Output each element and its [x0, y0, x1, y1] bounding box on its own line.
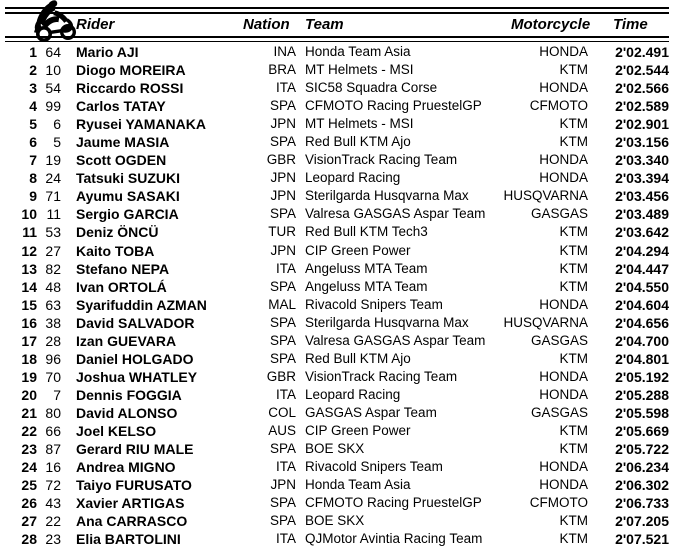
row-rider-number: 53 — [45, 224, 61, 241]
row-nation: ITA — [276, 386, 296, 402]
row-nation: SPA — [269, 495, 296, 511]
row-rider-number: 64 — [45, 44, 61, 60]
row-rider-number: 7 — [53, 386, 61, 403]
table-row[interactable] — [0, 205, 673, 223]
row-motorcycle: KTM — [559, 224, 588, 240]
row-time: 2'04.801 — [615, 350, 669, 367]
row-position: 16 — [21, 314, 37, 331]
results-rows — [0, 43, 673, 548]
row-time: 2'05.722 — [615, 441, 669, 458]
column-header-rider: Rider — [76, 16, 115, 33]
row-nation: COL — [268, 404, 296, 420]
row-time: 2'04.656 — [615, 314, 669, 331]
table-row[interactable] — [0, 404, 673, 422]
row-nation: ITA — [276, 459, 296, 475]
row-time: 2'03.156 — [615, 134, 669, 151]
row-rider-name: Ayumu SASAKI — [76, 188, 180, 205]
row-position: 4 — [29, 98, 37, 115]
row-team: Leopard Racing — [305, 170, 401, 186]
table-row[interactable] — [0, 530, 673, 548]
row-time: 2'06.302 — [615, 477, 669, 494]
row-position: 11 — [22, 224, 37, 241]
row-rider-name: Carlos TATAY — [76, 98, 166, 115]
row-rider-name: Ana CARRASCO — [76, 513, 188, 530]
row-team: QJMotor Avintia Racing Team — [305, 531, 483, 547]
row-rider-name: Jaume MASIA — [76, 134, 170, 151]
table-row[interactable] — [0, 61, 673, 79]
row-rider-number: 87 — [45, 441, 61, 458]
row-motorcycle: CFMOTO — [529, 98, 588, 114]
row-time: 2'02.491 — [615, 44, 669, 60]
row-rider-name: David SALVADOR — [76, 314, 195, 331]
row-rider-name: Elia BARTOLINI — [76, 531, 181, 548]
table-row[interactable] — [0, 458, 673, 476]
row-nation: JPN — [270, 477, 296, 493]
row-rider-name: Daniel HOLGADO — [76, 350, 194, 367]
row-rider-number: 48 — [45, 278, 61, 295]
row-nation: ITA — [276, 531, 296, 547]
row-position: 25 — [21, 477, 37, 494]
row-time: 2'03.394 — [615, 170, 669, 187]
row-rider-name: Riccardo ROSSI — [76, 80, 184, 97]
row-team: BOE SKX — [305, 513, 365, 529]
row-rider-number: 23 — [45, 531, 61, 548]
row-team: Sterilgarda Husqvarna Max — [305, 188, 469, 204]
row-time: 2'02.589 — [615, 98, 669, 115]
row-position: 18 — [21, 350, 37, 367]
row-position: 5 — [29, 116, 37, 133]
table-row[interactable] — [0, 79, 673, 97]
row-position: 26 — [21, 495, 37, 512]
row-time: 2'04.447 — [615, 260, 669, 277]
table-row[interactable] — [0, 332, 673, 350]
table-row[interactable] — [0, 476, 673, 494]
table-row[interactable] — [0, 278, 673, 296]
table-row[interactable] — [0, 97, 673, 115]
row-position: 14 — [21, 278, 37, 295]
row-motorcycle: HONDA — [539, 368, 588, 384]
row-position: 20 — [21, 386, 37, 403]
row-position: 3 — [29, 80, 37, 97]
column-header-motorcycle: Motorcycle — [511, 16, 591, 33]
row-rider-number: 43 — [45, 495, 61, 512]
row-rider-number: 82 — [45, 260, 61, 277]
row-team: Red Bull KTM Tech3 — [305, 224, 428, 240]
table-header — [0, 0, 673, 42]
row-time: 2'03.340 — [615, 152, 669, 169]
row-rider-number: 66 — [45, 422, 61, 439]
row-rider-name: Gerard RIU MALE — [76, 441, 194, 458]
row-team: Angeluss MTA Team — [305, 278, 428, 294]
row-rider-name: Joel KELSO — [76, 422, 157, 439]
row-motorcycle: HUSQVARNA — [503, 314, 588, 330]
row-time: 2'06.733 — [615, 495, 669, 512]
row-rider-number: 10 — [45, 62, 61, 79]
table-row[interactable] — [0, 43, 673, 61]
row-nation: SPA — [269, 441, 296, 457]
row-team: Honda Team Asia — [305, 44, 411, 59]
row-motorcycle: KTM — [559, 350, 588, 366]
row-motorcycle: HONDA — [539, 386, 588, 402]
row-motorcycle: KTM — [559, 278, 588, 294]
row-nation: INA — [273, 44, 296, 59]
row-motorcycle: KTM — [559, 441, 588, 457]
row-nation: TUR — [268, 224, 296, 240]
row-rider-name: Syarifuddin AZMAN — [76, 296, 207, 313]
row-nation: GBR — [266, 368, 296, 384]
row-rider-name: David ALONSO — [76, 404, 178, 421]
row-nation: SPA — [269, 513, 296, 529]
row-time: 2'04.294 — [615, 242, 669, 259]
row-team: MT Helmets - MSI — [305, 116, 414, 132]
row-nation: JPN — [270, 242, 296, 258]
table-row[interactable] — [0, 260, 673, 278]
table-row[interactable] — [0, 368, 673, 386]
row-position: 28 — [21, 531, 37, 548]
table-row[interactable] — [0, 169, 673, 187]
row-team: CIP Green Power — [305, 242, 411, 258]
table-row[interactable] — [0, 350, 673, 368]
row-time: 2'04.550 — [615, 278, 669, 295]
row-time: 2'02.901 — [615, 116, 669, 133]
row-nation: SPA — [269, 350, 296, 366]
row-position: 19 — [21, 368, 37, 385]
row-motorcycle: KTM — [559, 242, 588, 258]
row-position: 17 — [21, 332, 37, 349]
row-rider-name: Deniz ÖNCÜ — [76, 224, 159, 241]
row-nation: JPN — [270, 188, 296, 204]
row-time: 2'06.234 — [615, 459, 669, 476]
row-motorcycle: GASGAS — [530, 206, 588, 222]
row-position: 15 — [21, 296, 37, 313]
table-row[interactable] — [0, 296, 673, 314]
row-position: 7 — [29, 152, 37, 169]
row-rider-number: 16 — [45, 459, 61, 476]
row-position: 22 — [21, 422, 37, 439]
table-row[interactable] — [0, 386, 673, 404]
row-motorcycle: HONDA — [539, 80, 588, 96]
row-rider-name: Stefano NEPA — [76, 260, 170, 277]
row-position: 21 — [21, 404, 37, 421]
row-motorcycle: KTM — [559, 513, 588, 529]
row-team: Rivacold Snipers Team — [305, 296, 443, 312]
row-rider-name: Ivan ORTOLÁ — [76, 278, 167, 295]
row-motorcycle: CFMOTO — [529, 495, 588, 511]
row-motorcycle: HONDA — [539, 170, 588, 186]
row-time: 2'05.598 — [615, 404, 669, 421]
row-team: CIP Green Power — [305, 422, 411, 438]
row-nation: ITA — [276, 80, 296, 96]
row-rider-number: 28 — [45, 332, 61, 349]
row-rider-name: Kaito TOBA — [76, 242, 155, 259]
row-team: Valresa GASGAS Aspar Team — [305, 332, 486, 348]
row-motorcycle: GASGAS — [530, 404, 588, 420]
row-rider-number: 5 — [53, 134, 61, 151]
row-rider-number: 38 — [45, 314, 61, 331]
row-time: 2'07.521 — [615, 531, 669, 548]
row-nation: SPA — [269, 278, 296, 294]
row-nation: BRA — [268, 62, 296, 78]
row-motorcycle: KTM — [559, 260, 588, 276]
row-rider-number: 24 — [45, 170, 61, 187]
row-team: VisionTrack Racing Team — [305, 368, 458, 384]
row-motorcycle: KTM — [559, 62, 588, 78]
row-position: 2 — [29, 62, 37, 79]
row-motorcycle: HONDA — [539, 44, 588, 59]
row-rider-number: 6 — [53, 116, 61, 133]
row-team: MT Helmets - MSI — [305, 62, 414, 78]
row-time: 2'05.192 — [615, 368, 669, 385]
row-rider-number: 72 — [45, 477, 61, 494]
row-team: Sterilgarda Husqvarna Max — [305, 314, 469, 330]
row-time: 2'04.604 — [615, 296, 669, 313]
header-column-labels — [0, 14, 673, 36]
table-row[interactable] — [0, 440, 673, 458]
row-rider-name: Mario AJI — [76, 44, 139, 60]
row-position: 1 — [29, 44, 37, 60]
row-motorcycle: HONDA — [539, 152, 588, 168]
row-time: 2'05.288 — [615, 386, 669, 403]
row-nation: GBR — [266, 152, 296, 168]
row-motorcycle: HUSQVARNA — [503, 188, 588, 204]
table-row[interactable] — [0, 115, 673, 133]
table-row[interactable] — [0, 512, 673, 530]
row-team: Valresa GASGAS Aspar Team — [305, 206, 486, 222]
row-rider-number: 99 — [45, 98, 61, 115]
row-rider-number: 70 — [45, 368, 61, 385]
table-row[interactable] — [0, 223, 673, 241]
row-rider-number: 22 — [45, 513, 61, 530]
row-time: 2'07.205 — [615, 513, 669, 530]
row-time: 2'03.456 — [615, 188, 669, 205]
row-motorcycle: KTM — [559, 422, 588, 438]
row-team: Rivacold Snipers Team — [305, 459, 443, 475]
row-team: GASGAS Aspar Team — [305, 404, 437, 420]
table-row[interactable] — [0, 242, 673, 260]
row-rider-number: 80 — [45, 404, 61, 421]
row-position: 24 — [21, 459, 37, 476]
column-header-time: Time — [613, 16, 648, 33]
column-header-nation: Nation — [243, 16, 290, 33]
row-rider-number: 11 — [46, 206, 61, 223]
row-nation: SPA — [269, 134, 296, 150]
row-time: 2'03.489 — [615, 206, 669, 223]
row-motorcycle: HONDA — [539, 477, 588, 493]
row-nation: SPA — [269, 332, 296, 348]
row-nation: JPN — [270, 116, 296, 132]
row-rider-name: Tatsuki SUZUKI — [76, 170, 180, 187]
row-rider-name: Andrea MIGNO — [76, 459, 176, 476]
row-motorcycle: HONDA — [539, 296, 588, 312]
row-motorcycle: KTM — [559, 116, 588, 132]
row-position: 13 — [21, 260, 37, 277]
row-rider-number: 71 — [45, 188, 61, 205]
row-rider-name: Scott OGDEN — [76, 152, 167, 169]
row-team: CFMOTO Racing PruestelGP — [305, 495, 482, 511]
row-rider-name: Xavier ARTIGAS — [76, 495, 185, 512]
row-time: 2'04.700 — [615, 332, 669, 349]
row-team: Red Bull KTM Ajo — [305, 134, 411, 150]
row-team: Red Bull KTM Ajo — [305, 350, 411, 366]
row-position: 6 — [29, 134, 37, 151]
row-team: SIC58 Squadra Corse — [305, 80, 438, 96]
row-rider-number: 27 — [45, 242, 61, 259]
row-position: 10 — [21, 206, 37, 223]
row-team: CFMOTO Racing PruestelGP — [305, 98, 482, 114]
row-rider-number: 96 — [45, 350, 61, 367]
table-row[interactable] — [0, 187, 673, 205]
row-rider-name: Taiyo FURUSATO — [76, 477, 192, 494]
row-position: 8 — [29, 170, 37, 187]
row-rider-name: Ryusei YAMANAKA — [76, 116, 206, 133]
row-team: VisionTrack Racing Team — [305, 152, 458, 168]
table-row[interactable] — [0, 314, 673, 332]
header-rule-top-outer — [5, 7, 669, 9]
column-header-team: Team — [305, 16, 344, 33]
row-motorcycle: KTM — [559, 531, 588, 547]
row-rider-name: Diogo MOREIRA — [76, 62, 186, 79]
motorcycle-rider-icon — [24, 0, 86, 42]
row-nation: SPA — [269, 206, 296, 222]
row-rider-number: 63 — [45, 296, 61, 313]
row-team: Leopard Racing — [305, 386, 401, 402]
row-nation: ITA — [276, 260, 296, 276]
row-rider-name: Dennis FOGGIA — [76, 386, 182, 403]
table-row[interactable] — [0, 422, 673, 440]
row-nation: MAL — [268, 296, 296, 312]
row-nation: SPA — [269, 314, 296, 330]
row-rider-name: Joshua WHATLEY — [76, 368, 198, 385]
header-rule-bottom-inner — [5, 41, 669, 42]
row-team: Honda Team Asia — [305, 477, 411, 493]
row-time: 2'03.642 — [615, 224, 669, 241]
table-row[interactable] — [0, 133, 673, 151]
row-motorcycle: KTM — [559, 134, 588, 150]
row-rider-number: 19 — [45, 152, 61, 169]
row-position: 9 — [29, 188, 37, 205]
row-motorcycle: HONDA — [539, 459, 588, 475]
row-team: Angeluss MTA Team — [305, 260, 428, 276]
row-position: 12 — [21, 242, 37, 259]
row-rider-name: Izan GUEVARA — [76, 332, 177, 349]
row-nation: JPN — [270, 170, 296, 186]
row-rider-number: 54 — [45, 80, 61, 97]
row-time: 2'02.566 — [615, 80, 669, 97]
row-nation: AUS — [268, 422, 296, 438]
row-time: 2'02.544 — [615, 62, 669, 79]
table-row[interactable] — [0, 494, 673, 512]
row-position: 27 — [21, 513, 37, 530]
row-position: 23 — [21, 441, 37, 458]
header-rule-bottom-outer — [5, 36, 669, 38]
row-team: BOE SKX — [305, 441, 365, 457]
row-time: 2'05.669 — [615, 422, 669, 439]
row-nation: SPA — [269, 98, 296, 114]
table-row[interactable] — [0, 151, 673, 169]
row-motorcycle: GASGAS — [530, 332, 588, 348]
row-rider-name: Sergio GARCIA — [76, 206, 179, 223]
